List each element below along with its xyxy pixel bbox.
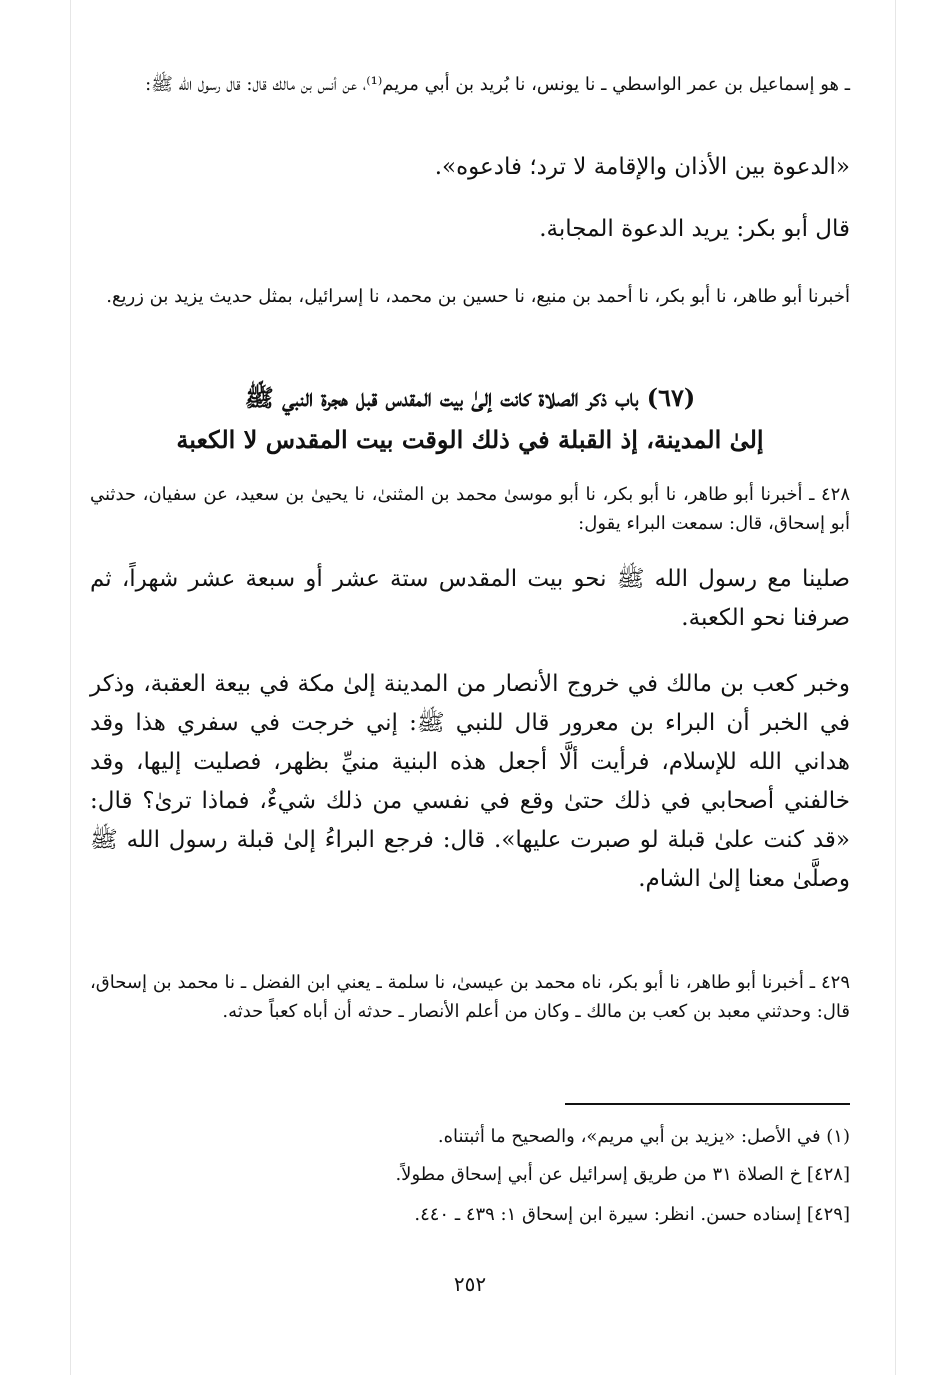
isnad-top: ـ هو إسماعيل بن عمر الواسطي ـ نا يونس، نا بُريد بن أبي مريم⁽¹⁾، عن أنس بن مالك قال: قال رسول الله ﷺ: (145, 74, 850, 95)
abu-bakr-note: قال أبو بكر: يريد الدعوة المجابة. (539, 216, 850, 242)
chapter-heading-line-1: (٦٧) باب ذكر الصلاة كانت إلىٰ بيت المقدس قبل هجرة النبي ﷺ (244, 383, 696, 412)
hadith-text: «الدعوة بين الأذان والإقامة لا ترد؛ فادعوه». (434, 154, 850, 180)
hadith-428-isnad: ٤٢٨ ـ أخبرنا أبو طاهر، نا أبو بكر، نا أبو موسىٰ محمد بن المثنىٰ، نا يحيىٰ بن سعيد، عن سفيان، حدثني أبو إسحاق، قال: سمعت البراء يقول: (90, 484, 850, 534)
footnote-429: [٤٢٩] إسناده حسن. انظر: سيرة ابن إسحاق ١: ٤٣٩ ـ ٤٤٠. (414, 1204, 850, 1225)
chapter-heading-line-2: إلىٰ المدينة، إذ القبلة في ذلك الوقت بيت المقدس لا الكعبة (176, 425, 764, 454)
hadith-428-text: صلينا مع رسول الله ﷺ نحو بيت المقدس ستة عشر أو سبعة عشر شهراً، ثم صرفنا نحو الكعبة. (90, 566, 850, 631)
scan-edge-right (895, 0, 896, 1375)
isnad-second: أخبرنا أبو طاهر، نا أبو بكر، نا أحمد بن منيع، نا حسين بن محمد، نا إسرائيل، بمثل حديث يزيد بن زريع. (106, 286, 850, 307)
footnote-1: (١) في الأصل: «يزيد بن أبي مريم»، والصحيح ما أثبتناه. (437, 1126, 850, 1147)
khabar-paragraph: وخبر كعب بن مالك في خروج الأنصار من المدينة إلىٰ مكة في بيعة العقبة، وذكر في الخبر أن البراء بن معرور قال للنبي ﷺ: إني خرجت في سفري هذا وقد هداني الله للإسلام، فرأيت ألَّا أجعل هذه البنية منيِّ بظهر، فصليت إليها، وقد خالفني أصحابي في ذلك حتىٰ وقع في نفسي من ذلك شيءٌ، فماذا ترىٰ؟ قال: «قد كنت علىٰ قبلة لو صبرت عليها». قال: فرجع البراءُ إلىٰ قبلة رسول الله ﷺ وصلَّىٰ معنا إلىٰ الشام. (90, 671, 850, 892)
book-page (90, 60, 850, 1340)
scan-edge-left (70, 0, 71, 1375)
page-number: ٢٥٢ (453, 1272, 487, 1296)
hadith-429-isnad: ٤٢٩ ـ أخبرنا أبو طاهر، نا أبو بكر، ناه محمد بن عيسىٰ، نا سلمة ـ يعني ابن الفضل ـ نا محمد بن إسحاق، قال: وحدثني معبد بن كعب بن مالك ـ وكان من أعلم الأنصار ـ حدثه أن أباه كعباً حدثه. (90, 972, 850, 1022)
footnote-428: [٤٢٨] خ الصلاة ٣١ من طريق إسرائيل عن أبي إسحاق مطولاً. (395, 1164, 850, 1185)
footnote-rule (565, 1103, 850, 1105)
